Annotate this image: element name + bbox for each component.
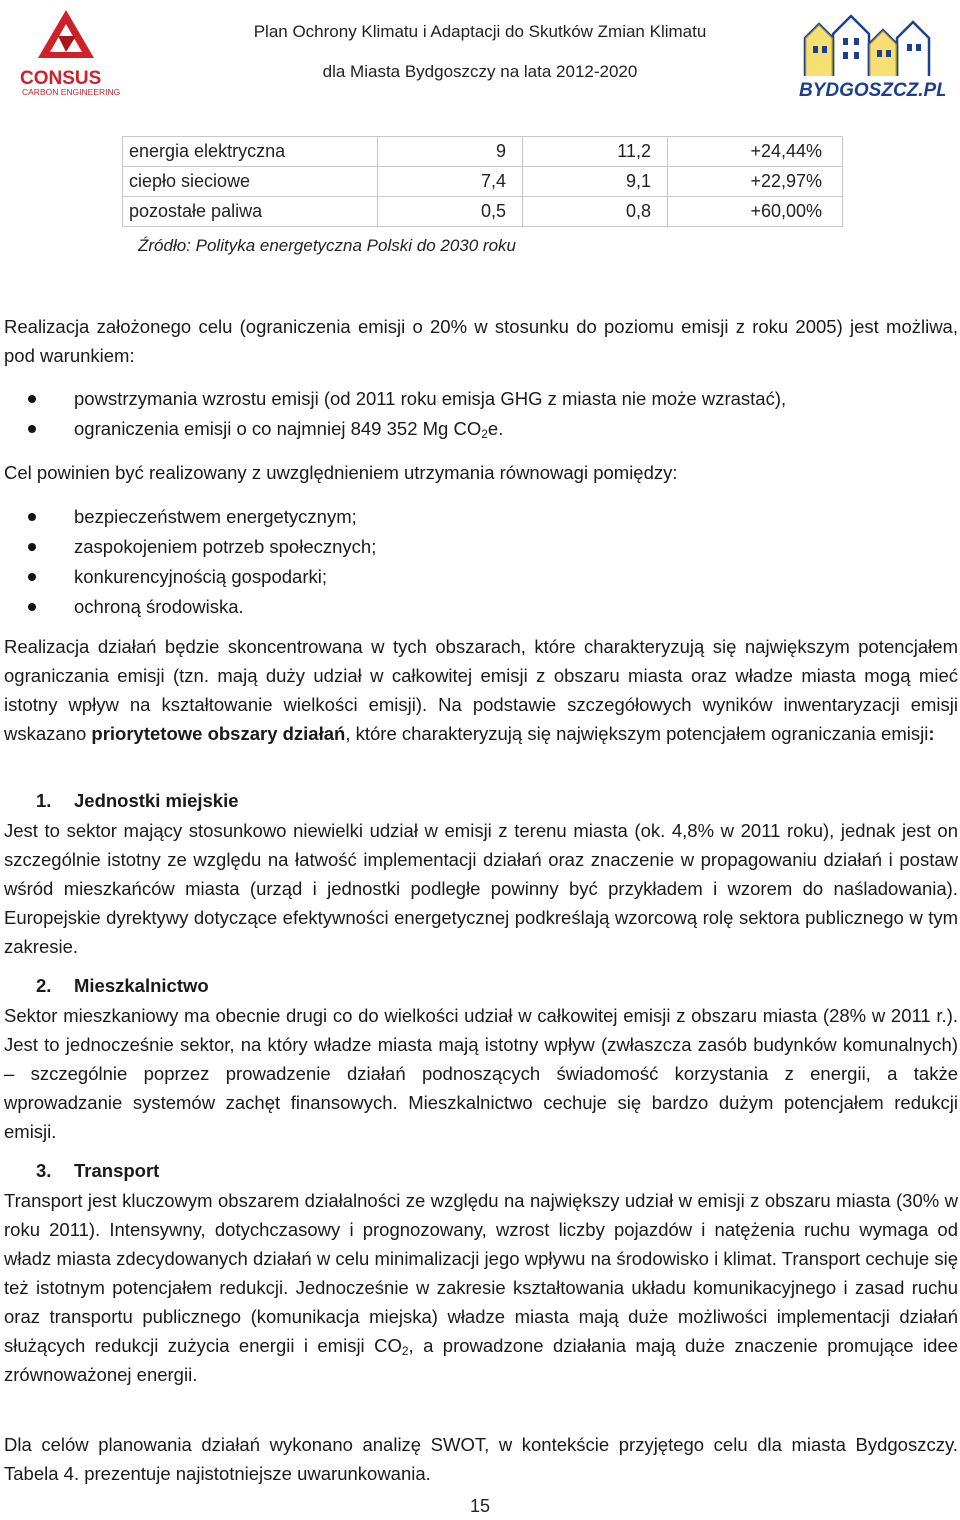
table-cell: 11,2 bbox=[523, 137, 668, 167]
section-heading bbox=[36, 975, 209, 997]
table-cell: +24,44% bbox=[668, 137, 843, 167]
paragraph-balance: Cel powinien być realizowany z uwzględnieniem utrzymania równowagi pomiędzy: bbox=[4, 462, 678, 483]
priorities-colon: : bbox=[928, 723, 935, 744]
section-number: 1. bbox=[36, 790, 52, 811]
paragraph-priorities bbox=[4, 632, 958, 748]
bullet-item: ochroną środowiska. bbox=[74, 596, 244, 617]
bydgoszcz-logo bbox=[795, 8, 945, 100]
header-title-line1: Plan Ochrony Klimatu i Adaptacji do Skutków Zmian Klimatu bbox=[253, 22, 707, 41]
table-source: Źródło: Polityka energetyczna Polski do 2030 roku bbox=[138, 236, 516, 255]
table-cell: 9,1 bbox=[523, 167, 668, 197]
priorities-text: Realizacja działań będzie skoncentrowana w tych obszarach, które charakteryzują się największym potencjałem ograniczania emisji (tzn. mają duży udział w całkowitej emisji z obszaru miasta oraz władze miasta mogą mieć istotny wpływ na kształtowanie wielkości emisji). Na podstawie szczegółowych wyników inwentaryzacji emisji wskazano bbox=[4, 636, 958, 744]
table-cell: +60,00% bbox=[668, 197, 843, 227]
table-cell: 0,8 bbox=[523, 197, 668, 227]
section-text-part: , a prowadzone działania mają duże znaczenie promujące idee zrównoważonej energii. bbox=[4, 1335, 958, 1385]
section-title: Transport bbox=[74, 1160, 160, 1181]
section-text bbox=[4, 1186, 958, 1389]
bullet-dot bbox=[28, 395, 36, 403]
bullet-text: ograniczenia emisji o co najmniej 849 352 Mg CO bbox=[74, 418, 482, 439]
consus-logo-text: CONSUS bbox=[20, 68, 102, 89]
bullet-dot bbox=[28, 513, 36, 521]
header-title-line2: dla Miasta Bydgoszczy na lata 2012-2020 bbox=[322, 62, 638, 81]
section-title: Mieszkalnictwo bbox=[74, 975, 209, 996]
priorities-bold: priorytetowe obszary działań bbox=[91, 723, 346, 744]
table-row bbox=[123, 167, 843, 197]
section-number: 3. bbox=[36, 1160, 52, 1181]
bullet-dot bbox=[28, 573, 36, 581]
table-cell: energia elektryczna bbox=[123, 137, 378, 167]
bydgoszcz-logo-text: BYDGOSZCZ.PL bbox=[799, 80, 945, 100]
bullet-item: bezpieczeństwem energetycznym; bbox=[74, 506, 357, 527]
table-cell: +22,97% bbox=[668, 167, 843, 197]
priorities-tail: , które charakteryzują się największym potencjałem ograniczania emisji bbox=[345, 723, 929, 744]
bullet-item: konkurencyjnością gospodarki; bbox=[74, 566, 327, 587]
section-text-part: Transport jest kluczowym obszarem działalności ze względu na największy udział w emisji z obszaru miasta (30% w roku 2011). Intensywny, dotychczasowy i prognozowany, wzrost liczby pojazdów i natężenia ruchu wymaga od władz miasta zdecydowanych działań w celu minimalizacji jego wpływu na środowisko i klimat. Transport cechuje się też istotnym potencjałem redukcji. Jednocześnie w zakresie kształtowania układu komunikacyjnego i zasad ruchu oraz transportu publicznego (komunikacja miejska) władze miasta mają duże możliwości implementacji działań służących redukcji zużycia energii i emisji CO bbox=[4, 1190, 958, 1356]
bullet-item bbox=[74, 414, 503, 443]
bullet-item: zaspokojeniem potrzeb społecznych; bbox=[74, 536, 377, 557]
page-number: 15 bbox=[469, 1496, 491, 1516]
table-cell: 0,5 bbox=[378, 197, 523, 227]
section-title: Jednostki miejskie bbox=[74, 790, 239, 811]
table-cell: ciepło sieciowe bbox=[123, 167, 378, 197]
bullet-dot bbox=[28, 603, 36, 611]
bullet-dot bbox=[28, 543, 36, 551]
consus-logo-subtext: CARBON ENGINEERING bbox=[22, 87, 121, 96]
table-row bbox=[123, 137, 843, 167]
energy-table bbox=[122, 136, 843, 227]
paragraph-goal: Realizacja założonego celu (ograniczenia emisji o 20% w stosunku do poziomu emisji z roku 2005) jest możliwa, pod warunkiem: bbox=[4, 316, 958, 366]
bullet-dot bbox=[28, 425, 36, 433]
subscript: 2 bbox=[481, 427, 488, 441]
table-row bbox=[123, 197, 843, 227]
section-text: Sektor mieszkaniowy ma obecnie drugi co do wielkości udział w całkowitej emisji z obszaru miasta (28% w 2011 r.). Jest to jednocześnie sektor, na który władze miasta mają istotny wpływ (zwłaszcza zasób budynków komunalnych) – szczególnie poprzez prowadzenie działań podnoszących świadomość korzystania z energii, a także wprowadzanie systemów zachęt finansowych. Mieszkalnictwo cechuje się bardzo dużym potencjałem redukcji emisji. bbox=[4, 1005, 958, 1142]
table-cell: 7,4 bbox=[378, 167, 523, 197]
subscript: 2 bbox=[401, 1344, 409, 1358]
section-heading bbox=[36, 790, 239, 812]
section-number: 2. bbox=[36, 975, 52, 996]
section-text: Jest to sektor mający stosunkowo niewielki udział w emisji z terenu miasta (ok. 4,8% w 2011 roku), jednak jest on szczególnie istotny ze względu na łatwość implementacji działań oraz znaczenie w propagowaniu działań i postaw wśród mieszkańców miasta (urząd i jednostki podległe powinny być przykładem i wzorem do naśladowania). Europejskie dyrektywy dotyczące efektywności energetycznej podkreślają wzorcową rolę sektora publicznego w tym zakresie. bbox=[4, 820, 958, 957]
table-cell: 9 bbox=[378, 137, 523, 167]
section-heading bbox=[36, 1160, 159, 1182]
table-cell: pozostałe paliwa bbox=[123, 197, 378, 227]
paragraph-swot: Dla celów planowania działań wykonano analizę SWOT, w kontekście przyjętego celu dla miasta Bydgoszczy. Tabela 4. prezentuje najistotniejsze uwarunkowania. bbox=[4, 1434, 958, 1484]
bullet-tail: e. bbox=[487, 418, 504, 439]
bullet-item: powstrzymania wzrostu emisji (od 2011 roku emisja GHG z miasta nie może wzrastać), bbox=[74, 388, 787, 409]
consus-logo bbox=[18, 6, 138, 96]
